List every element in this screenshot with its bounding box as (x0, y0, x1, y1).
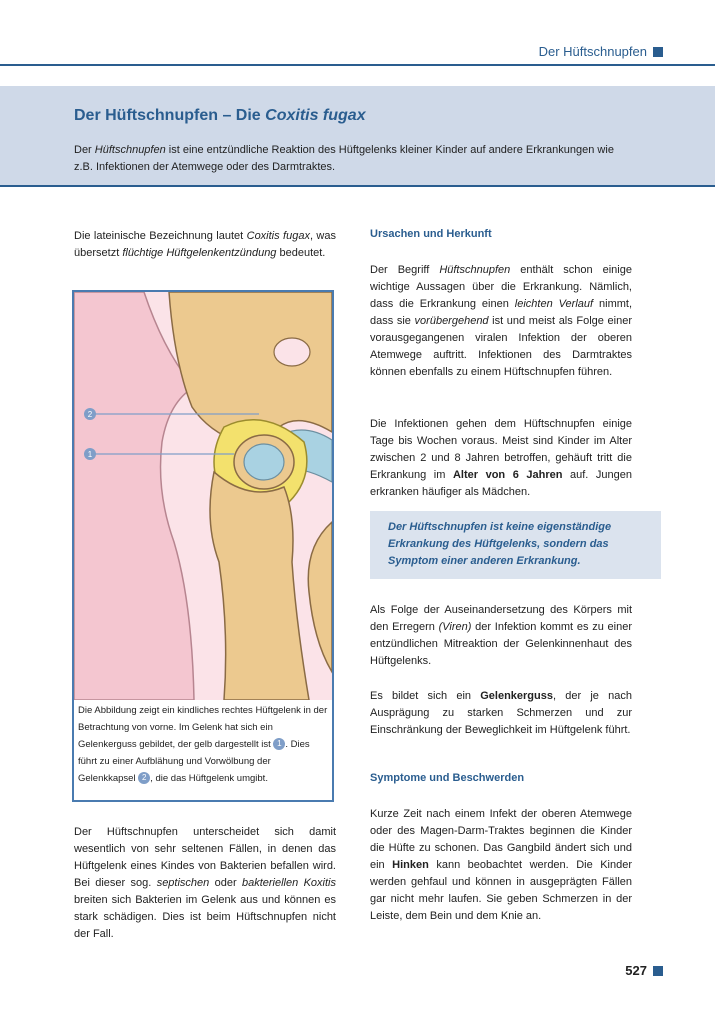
heading-causes: Ursachen und Herkunft (370, 228, 492, 240)
intro-italic: Hüftschnupfen (94, 144, 166, 156)
title-text: Der Hüftschnupfen – Die (74, 107, 266, 124)
callout-badge-1: 1 (273, 738, 285, 750)
text-italic: vorübergehend (414, 315, 489, 327)
intro-banner (0, 86, 715, 187)
caption-text: . Dies führt zu einer Aufblähung und Vorwölbung der Gelenkkapsel (78, 739, 310, 784)
text-italic: septischen (156, 877, 210, 889)
symptoms-paragraph (370, 806, 632, 925)
text-bold: Gelenkerguss (480, 690, 553, 702)
hip-joint-illustration (74, 292, 332, 700)
causes-paragraph-2 (370, 416, 632, 501)
text: der Infektion kommt es zu einer entzündlichen Mitreaktion der Gelenkinnenhaut des Hüftgelenks. (370, 621, 633, 667)
callout-2: 2 (87, 410, 93, 419)
caption-text: Die Abbildung zeigt ein kindliches rechtes Hüftgelenk in der Betrachtung von vorne. Im Gelenk hat sich ein Gelenkerguss gebildet, der gelb dargestellt ist (78, 705, 328, 750)
square-icon (653, 47, 663, 57)
text-italic: Coxitis fugax (246, 230, 310, 242)
heading-symptoms: Symptome und Beschwerden (370, 772, 525, 784)
text: enthält schon einige wichtige Aussagen über die Erkrankung. Nämlich, dass die Erkrankung einen (370, 264, 632, 310)
text-italic: Hüftschnupfen (439, 264, 511, 276)
causes-paragraph-4 (370, 688, 632, 739)
causes-paragraph-1 (370, 262, 632, 381)
text: Die lateinische Bezeichnung lautet (74, 230, 247, 242)
left-paragraph-2 (74, 824, 336, 943)
intro-part: ist eine entzündliche Reaktion des Hüftgelenks kleiner Kinder auf andere Erkrankungen wie z.B. Infektionen der Atemwege oder des Darmtraktes. (74, 144, 614, 173)
text: kann beobachtet werden. Die Kinder werden gehfaul und können in ausgeprägten Fällen gar nicht mehr laufen. Sie geben Schmerzen in der Leiste, dem Bein und dem Knie an. (370, 859, 632, 922)
text-bold: Alter von 6 Jahren (452, 469, 563, 481)
text-bold: Hinken (392, 859, 429, 871)
callout-badge-2: 2 (138, 772, 150, 784)
page-number-text: 527 (625, 963, 647, 978)
text-italic: leichten Verlauf (514, 298, 594, 310)
title-italic: Coxitis fugax (265, 107, 366, 124)
page-number (625, 963, 663, 978)
text: Als Folge der Auseinandersetzung des Körpers mit den Erregern (370, 604, 632, 633)
text: auf. Jungen erkranken häufiger als Mädchen. (370, 469, 632, 498)
text-italic: (Viren) (438, 621, 472, 633)
left-paragraph-1 (74, 228, 336, 262)
text: Die Infektionen gehen dem Hüftschnupfen einige Tage bis Wochen voraus. Meist sind Kinder im Alter zwischen 2 und 8 Jahren betroffen, gehäuft tritt die Erkrankung im (370, 418, 632, 481)
text: Es bildet sich ein (370, 690, 481, 702)
text: bedeutet. (276, 247, 326, 259)
text: breiten sich Bakterien im Gelenk aus und können es stark schädigen. Dies ist beim Hüftschnupfen nicht der Fall. (74, 894, 336, 940)
text: oder (209, 877, 242, 889)
text: Der Begriff (370, 264, 440, 276)
page-title (74, 107, 366, 125)
intro-part: Der (74, 144, 95, 156)
running-head-text: Der Hüftschnupfen (538, 44, 647, 59)
header-rule (0, 64, 715, 66)
text: nimmt, dass sie (370, 298, 633, 327)
text-italic: bakteriellen Koxitis (241, 877, 336, 889)
text: ist und meist als Folge einer vorausgegangenen viralen Infektion der oberen Atemwege auftritt. Infektionen des Darmtraktes können ebenfalls zu einem Hüftschnupfen führen. (370, 315, 632, 378)
hip-joint-figure (72, 290, 334, 802)
intro-text (74, 142, 634, 176)
text: Der Hüftschnupfen unterscheidet sich damit wesentlich von sehr seltenen Fällen, in denen das Hüftgelenk eines Kindes von Bakterien befallen wird. Bei dieser sog. (74, 826, 336, 889)
text-italic: flüchtige Hüftgelenkentzündung (122, 247, 277, 259)
text: , der je nach Ausprägung zu starken Schmerzen und zur Einschränkung der Beweglichkeit im Hüftgelenk führt. (370, 690, 632, 736)
causes-paragraph-3 (370, 602, 632, 670)
callout-1: 1 (87, 450, 93, 459)
square-icon (653, 966, 663, 976)
text: Kurze Zeit nach einem Infekt der oberen Atemwege oder des Magen-Darm-Traktes beginnen die Kinder die Hüfte zu schonen. Das Gangbild ändert sich und ein (370, 808, 632, 871)
figure-caption (78, 702, 328, 787)
running-head (539, 44, 663, 59)
text: , was übersetzt (74, 230, 336, 259)
highlight-callout: Der Hüftschnupfen ist keine eigenständige Erkrankung des Hüftgelenks, sondern das Symptom einer anderen Erkrankung. (370, 511, 661, 579)
caption-text: , die das Hüftgelenk umgibt. (150, 773, 268, 784)
